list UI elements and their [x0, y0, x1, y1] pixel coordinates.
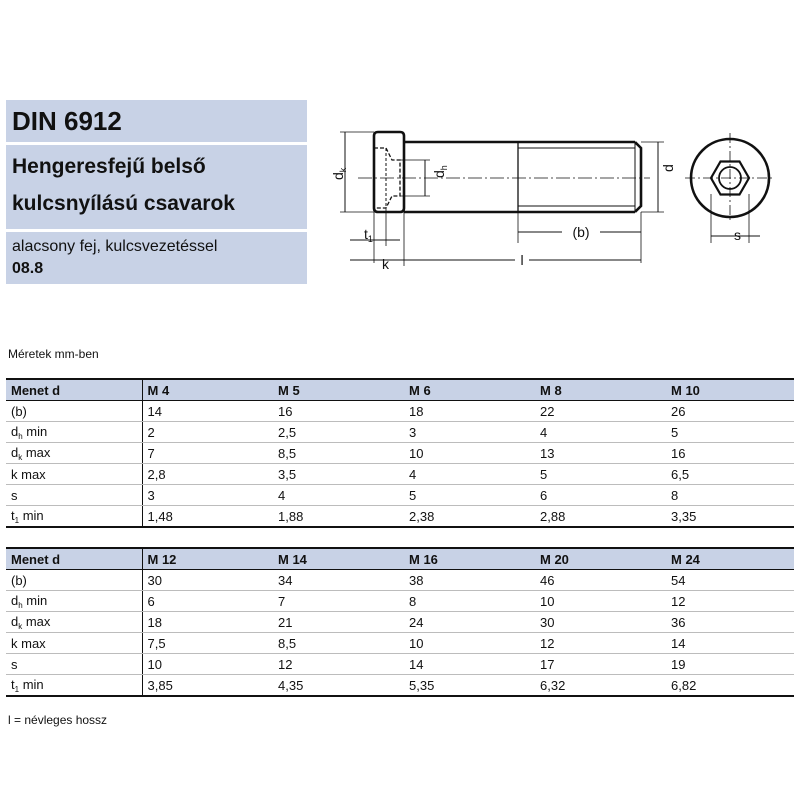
table-cell: 14 [666, 633, 794, 654]
table-cell: 6 [142, 591, 273, 612]
row-label-suffix: min [19, 507, 44, 523]
shank-tip [635, 142, 641, 212]
screw-technical-drawing [330, 98, 790, 273]
table-cell: 17 [535, 654, 666, 675]
table-cell: 3,35 [666, 506, 794, 528]
row-label [6, 654, 142, 675]
row-label [6, 443, 142, 464]
row-label-name: t [11, 676, 15, 692]
size-header: M 5 [273, 379, 404, 401]
size-header: M 12 [142, 548, 273, 570]
t1-label: $t_1$ [364, 226, 373, 244]
row-label [6, 422, 142, 443]
table-cell: 1,48 [142, 506, 273, 528]
table-cell: 10 [535, 591, 666, 612]
row-label [6, 570, 142, 591]
table-row [6, 464, 794, 485]
row-label-name: (b) [11, 403, 27, 419]
table-cell: 2,8 [142, 464, 273, 485]
k-label: k [382, 256, 389, 272]
dk-label: $d_k$ [330, 167, 348, 180]
table-cell: 19 [666, 654, 794, 675]
table-cell: 13 [535, 443, 666, 464]
table-cell: 16 [666, 443, 794, 464]
row-label-name: s [11, 487, 18, 503]
row-label-name: k max [11, 466, 46, 482]
table-row [6, 591, 794, 612]
table-row [6, 443, 794, 464]
table-header-row [6, 548, 794, 570]
row-label [6, 506, 142, 528]
row-label-subscript: k [18, 621, 23, 631]
table-cell: 38 [404, 570, 535, 591]
row-label-suffix: max [22, 613, 51, 629]
size-header: M 8 [535, 379, 666, 401]
table-cell: 5 [535, 464, 666, 485]
thread-header: Menet d [6, 379, 142, 401]
table-cell: 2,38 [404, 506, 535, 528]
table-cell: 5,35 [404, 675, 535, 697]
table-cell: 3,85 [142, 675, 273, 697]
table-cell: 4 [535, 422, 666, 443]
table-cell: 18 [404, 401, 535, 422]
table-row [6, 633, 794, 654]
table-cell: 3 [404, 422, 535, 443]
table-cell: 6,82 [666, 675, 794, 697]
row-label-name: d [11, 592, 19, 608]
row-label-suffix: min [22, 423, 48, 439]
table-row [6, 485, 794, 506]
row-label [6, 591, 142, 612]
size-header: M 10 [666, 379, 794, 401]
row-label-suffix: min [19, 676, 44, 692]
dh-label: $d_h$ [431, 165, 449, 178]
row-label [6, 675, 142, 697]
table-cell: 21 [273, 612, 404, 633]
table-cell: 18 [142, 612, 273, 633]
table-cell: 36 [666, 612, 794, 633]
b-label: (b) [572, 224, 590, 240]
title-line-1: Hengeresfejű belső [12, 155, 206, 178]
table-row [6, 612, 794, 633]
table-header-row [6, 379, 794, 401]
table-cell: 22 [535, 401, 666, 422]
size-header: M 20 [535, 548, 666, 570]
table-row [6, 675, 794, 697]
table-cell: 12 [666, 591, 794, 612]
table-cell: 12 [535, 633, 666, 654]
table-cell: 10 [404, 443, 535, 464]
subtitle-line-1: alacsony fej, kulcsvezetéssel [12, 238, 218, 255]
size-header: M 16 [404, 548, 535, 570]
size-header: M 14 [273, 548, 404, 570]
table-cell: 8,5 [273, 633, 404, 654]
table-cell: 5 [666, 422, 794, 443]
size-header: M 4 [142, 379, 273, 401]
table-cell: 4,35 [273, 675, 404, 697]
footnote: l = névleges hossz [8, 713, 108, 727]
table-cell: 24 [404, 612, 535, 633]
table-cell: 30 [142, 570, 273, 591]
table-cell: 14 [404, 654, 535, 675]
table-cell: 3 [142, 485, 273, 506]
table-cell: 2 [142, 422, 273, 443]
row-label-name: k max [11, 635, 46, 651]
table-cell: 34 [273, 570, 404, 591]
table-cell: 8 [666, 485, 794, 506]
standard-code-banner [6, 100, 307, 142]
table-row [6, 401, 794, 422]
table-cell: 2,5 [273, 422, 404, 443]
table-cell: 1,88 [273, 506, 404, 528]
thread-header: Menet d [6, 548, 142, 570]
table-cell: 8 [404, 591, 535, 612]
dimensions-table-2 [6, 547, 794, 697]
row-label-name: t [11, 507, 15, 523]
row-label-subscript: k [18, 452, 23, 462]
row-label [6, 401, 142, 422]
title-banner [6, 145, 307, 229]
size-header: M 6 [404, 379, 535, 401]
table-cell: 10 [404, 633, 535, 654]
table-cell: 7,5 [142, 633, 273, 654]
title-line-2: kulcsnyílású csavarok [12, 192, 235, 215]
table-cell: 4 [404, 464, 535, 485]
row-label [6, 485, 142, 506]
table-cell: 54 [666, 570, 794, 591]
table-cell: 3,5 [273, 464, 404, 485]
row-label-name: s [11, 656, 18, 672]
table-cell: 7 [273, 591, 404, 612]
table-cell: 12 [273, 654, 404, 675]
row-label-suffix: max [22, 444, 51, 460]
row-label [6, 612, 142, 633]
table-cell: 7 [142, 443, 273, 464]
row-label [6, 464, 142, 485]
table-cell: 5 [404, 485, 535, 506]
row-label-name: d [11, 444, 19, 460]
row-label-name: d [11, 613, 19, 629]
d-label: d [660, 164, 676, 172]
table-row [6, 506, 794, 528]
units-note: Méretek mm-ben [8, 347, 99, 361]
row-label-subscript: 1 [14, 684, 20, 694]
table-cell: 6,32 [535, 675, 666, 697]
table-cell: 6 [535, 485, 666, 506]
subtitle-banner [6, 232, 307, 284]
table-cell: 14 [142, 401, 273, 422]
table-row [6, 570, 794, 591]
s-label: s [734, 227, 741, 243]
table-row [6, 422, 794, 443]
row-label-subscript: h [18, 600, 23, 610]
dimensions-table-1 [6, 378, 794, 528]
table-cell: 46 [535, 570, 666, 591]
table-cell: 26 [666, 401, 794, 422]
table-cell: 16 [273, 401, 404, 422]
size-header: M 24 [666, 548, 794, 570]
row-label-name: (b) [11, 572, 27, 588]
row-label-suffix: min [22, 592, 48, 608]
table-cell: 4 [273, 485, 404, 506]
table-cell: 30 [535, 612, 666, 633]
row-label-subscript: h [18, 431, 23, 441]
standard-code: DIN 6912 [12, 106, 122, 136]
l-label: l [520, 252, 524, 268]
row-label-subscript: 1 [14, 515, 20, 525]
table-row [6, 654, 794, 675]
table-cell: 8,5 [273, 443, 404, 464]
row-label-name: d [11, 423, 19, 439]
table-cell: 10 [142, 654, 273, 675]
table-cell: 6,5 [666, 464, 794, 485]
row-label [6, 633, 142, 654]
table-cell: 2,88 [535, 506, 666, 528]
strength-grade: 08.8 [12, 260, 44, 277]
